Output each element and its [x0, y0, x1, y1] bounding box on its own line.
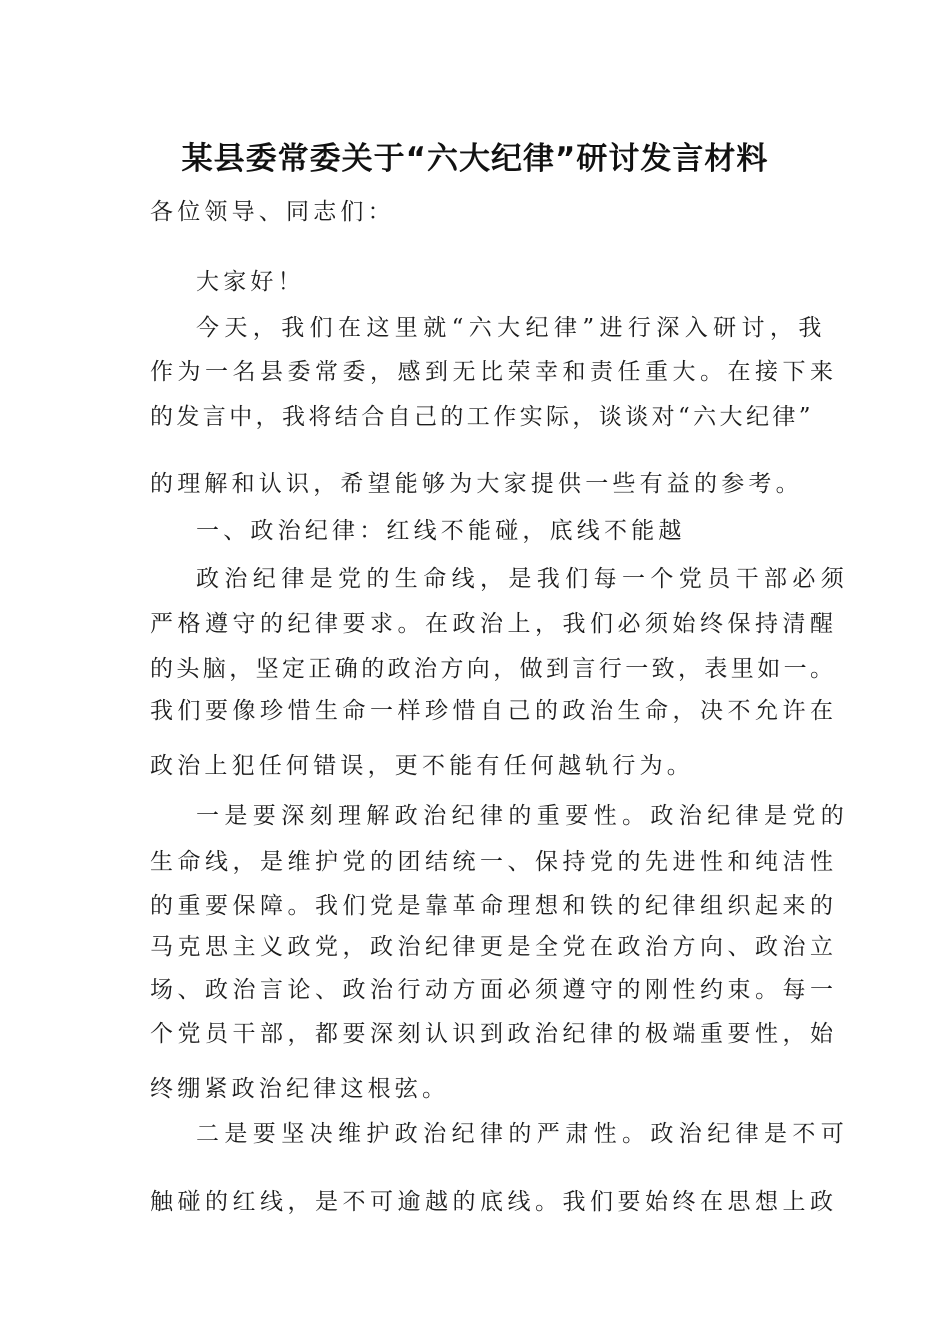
document-title: 某县委常委关于“六大纪律”研讨发言材料	[181, 141, 769, 177]
body-line: 的重要保障。我们党是靠革命理想和铁的纪律组织起来的	[150, 893, 838, 919]
body-line: 严格遵守的纪律要求。在政治上，我们必须始终保持清醒	[150, 611, 838, 637]
body-line: 的头脑，坚定正确的政治方向，做到言行一致，表里如一。	[150, 656, 837, 682]
body-line: 个党员干部，都要深刻认识到政治纪律的极端重要性，始	[150, 1021, 838, 1047]
body-line: 二是要坚决维护政治纪律的严肃性。政治纪律是不可	[196, 1121, 850, 1147]
body-line: 生命线，是维护党的团结统一、保持党的先进性和纯洁性	[150, 849, 838, 875]
body-line: 作为一名县委常委，感到无比荣幸和责任重大。在接下来	[150, 359, 838, 385]
salutation-line: 各位领导、同志们：	[150, 199, 395, 225]
body-line: 马克思主义政党，政治纪律更是全党在政治方向、政治立	[150, 934, 838, 960]
body-line: 我们要像珍惜生命一样珍惜自己的政治生命，决不允许在	[150, 698, 838, 724]
body-line: 场、政治言论、政治行动方面必须遵守的刚性约束。每一	[150, 977, 838, 1003]
body-line: 的理解和认识，希望能够为大家提供一些有益的参考。	[150, 471, 803, 497]
body-line: 的发言中，我将结合自己的工作实际，谈谈对“六大纪律”	[150, 404, 814, 430]
body-line: 今天，我们在这里就“六大纪律”进行深入研讨，我	[196, 315, 827, 341]
body-line: 一是要深刻理解政治纪律的重要性。政治纪律是党的	[196, 803, 850, 829]
body-line: 政治上犯任何错误，更不能有任何越轨行为。	[150, 753, 694, 779]
greeting-line: 大家好！	[196, 269, 305, 295]
body-line: 终绷紧政治纪律这根弦。	[150, 1076, 450, 1102]
section-heading: 一、政治纪律：红线不能碰，底线不能越	[196, 518, 686, 544]
body-line: 政治纪律是党的生命线，是我们每一个党员干部必须	[196, 566, 850, 592]
body-line: 触碰的红线，是不可逾越的底线。我们要始终在思想上政	[150, 1189, 838, 1215]
